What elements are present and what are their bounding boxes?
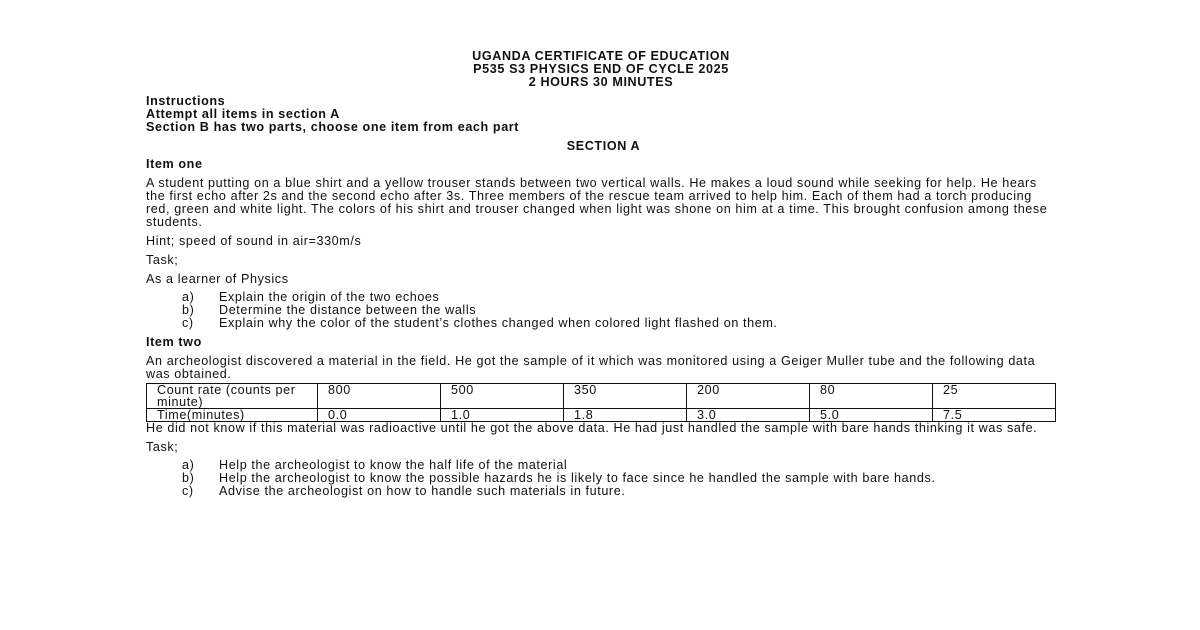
- table-cell: 1.8: [564, 409, 687, 422]
- table-cell: 3.0: [687, 409, 810, 422]
- task-label: b): [182, 471, 195, 485]
- item-one-learner-line: As a learner of Physics: [146, 272, 289, 286]
- geiger-data-table: [146, 383, 1056, 422]
- table-row: [147, 409, 1056, 422]
- table-cell: 0.0: [318, 409, 441, 422]
- table-cell: 500: [441, 384, 564, 409]
- exam-header: [146, 50, 1056, 89]
- task-text: Help the archeologist to know the possible hazards he is likely to face since he handled the sample with bare hands.: [219, 471, 936, 485]
- list-item: [146, 485, 1056, 498]
- table-cell: 350: [564, 384, 687, 409]
- table-header-cell: Time(minutes): [147, 409, 318, 422]
- table-cell: 80: [810, 384, 933, 409]
- list-item: [146, 317, 1056, 330]
- instructions-title: Instructions: [146, 94, 226, 108]
- item-two-task-label: Task;: [146, 440, 179, 454]
- item-one-hint: Hint; speed of sound in air=330m/s: [146, 234, 362, 248]
- table-row: [147, 384, 1056, 409]
- instructions-line-2: Section B has two parts, choose one item from each part: [146, 120, 520, 134]
- task-text: Explain the origin of the two echoes: [219, 290, 440, 304]
- task-text: Explain why the color of the student’s clothes changed when colored light flashed on them.: [219, 316, 778, 330]
- item-two-after-table: He did not know if this material was radioactive until he got the above data. He had just handled the sample with bare hands thinking it was safe.: [146, 421, 1038, 435]
- table-cell: 25: [933, 384, 1056, 409]
- table-cell: 200: [687, 384, 810, 409]
- task-label: a): [182, 458, 195, 472]
- table-cell: 800: [318, 384, 441, 409]
- header-title: UGANDA CERTIFICATE OF EDUCATION: [472, 49, 730, 63]
- item-one-task-label: Task;: [146, 253, 179, 267]
- task-text: Determine the distance between the walls: [219, 303, 477, 317]
- task-text: Advise the archeologist on how to handle such materials in future.: [219, 484, 626, 498]
- exam-paper: [146, 50, 1056, 498]
- task-label: c): [182, 316, 194, 330]
- table-header-cell: Count rate (counts per minute): [147, 384, 318, 409]
- header-duration: 2 HOURS 30 MINUTES: [528, 75, 674, 89]
- item-one-title: Item one: [146, 157, 203, 171]
- task-label: b): [182, 303, 195, 317]
- task-label: c): [182, 484, 194, 498]
- table-cell: 5.0: [810, 409, 933, 422]
- item-one-task-list: [146, 291, 1056, 330]
- item-one-paragraph: A student putting on a blue shirt and a yellow trouser stands between two vertical walls. He makes a loud sound while seeking for help. He hears the first echo after 2s and the second echo after 3s. Three members of the rescue team arrived to help him. Each of them had a torch producing red, green and white light. The colors of his shirt and trouser changed when light was shone on him at a time. This brought confusion among these students.: [146, 176, 1048, 229]
- task-label: a): [182, 290, 195, 304]
- item-two-paragraph: An archeologist discovered a material in the field. He got the sample of it which was monitored using a Geiger Muller tube and the following data was obtained.: [146, 354, 1036, 381]
- item-two-task-list: [146, 459, 1056, 498]
- table-cell: 1.0: [441, 409, 564, 422]
- table-cell: 7.5: [933, 409, 1056, 422]
- item-two-title: Item two: [146, 335, 202, 349]
- instructions-line-1: Attempt all items in section A: [146, 107, 340, 121]
- header-subject: P535 S3 PHYSICS END OF CYCLE 2025: [473, 62, 729, 76]
- task-text: Help the archeologist to know the half life of the material: [219, 458, 568, 472]
- section-a-title: SECTION A: [566, 139, 641, 153]
